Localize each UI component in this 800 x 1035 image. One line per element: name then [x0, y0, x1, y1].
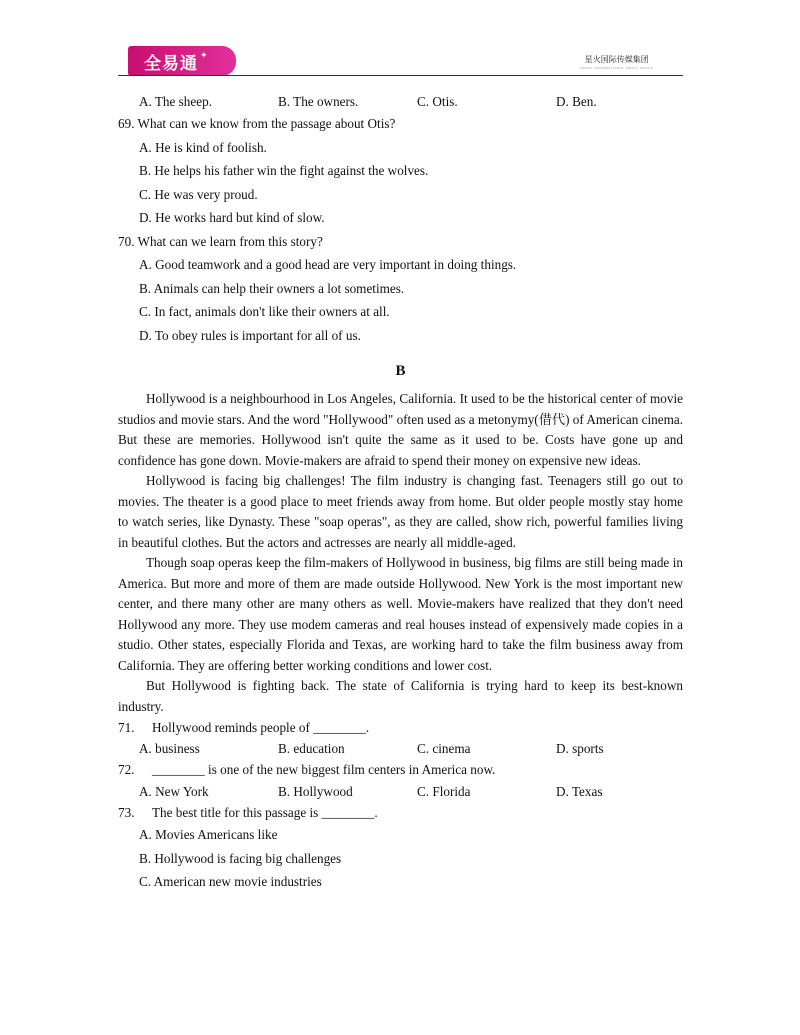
- question-number: 73.: [118, 804, 135, 820]
- option: C. He was very proud.: [139, 186, 258, 202]
- option: A. He is kind of foolish.: [139, 139, 267, 155]
- option: A. New York: [139, 783, 209, 799]
- option: B. education: [278, 741, 345, 756]
- logo-text: 全易通: [144, 53, 198, 74]
- q70-question: 70. What can we learn from this story?: [118, 233, 323, 249]
- section-title: B: [395, 362, 406, 379]
- option: D. Ben.: [556, 94, 597, 110]
- brand: [580, 54, 653, 70]
- page-content: [118, 92, 683, 895]
- paragraph: Though soap operas keep the film-makers of Hollywood in business, big films are still being made in America. But more and more of them are made outside Hollywood. New York is the most important new center, and there many other are many others as well. Movie-makers have realized that they don't need Hollywood any more. They use modem cameras and real houses instead of expensively made copies in a studio. Other states, especially Florida and Texas, are working hard to take the film business away from California. They are offering better working conditions and lower cost.: [118, 555, 683, 673]
- option: D. He works hard but kind of slow.: [139, 210, 325, 226]
- option: B. He helps his father win the fight against the wolves.: [139, 163, 429, 179]
- option: A. Movies Americans like: [139, 827, 278, 843]
- question-number: 72.: [118, 762, 135, 778]
- paragraph: Hollywood is facing big challenges! The film industry is changing fast. Teenagers still go out to movies. The theater is a good place to meet friends away from home. But older people mostly stay home to watch series, like Dynasty. These "soap operas", as they are called, show rich, powerful families living in beautiful clothes. But the actors and actresses are nearly all middle-aged.: [118, 473, 683, 550]
- q71-question: [118, 717, 683, 739]
- option: B. Hollywood: [278, 783, 353, 799]
- question-text: Hollywood reminds people of ________.: [152, 719, 370, 735]
- q69-question: 69. What can we know from the passage about Otis?: [118, 116, 396, 132]
- option: A. Good teamwork and a good head are very important in doing things.: [139, 256, 517, 272]
- option: C. In fact, animals don't like their owners at all.: [139, 304, 390, 320]
- option: C. Florida: [417, 783, 471, 799]
- option: C. American new movie industries: [139, 874, 322, 890]
- header-divider: [118, 75, 683, 76]
- logo: [128, 46, 236, 76]
- q71-options: [118, 739, 683, 760]
- brand-name: 星火国际传媒集团: [584, 55, 649, 64]
- question-text: The best title for this passage is ________.: [152, 804, 378, 820]
- option: A. The sheep.: [139, 94, 213, 110]
- option: A. business: [139, 741, 200, 756]
- q73-question: [118, 802, 683, 824]
- option: B. Hollywood is facing big challenges: [139, 850, 342, 866]
- logo-star-icon: ✦: [200, 51, 209, 61]
- q72-options: [118, 781, 683, 802]
- question-number: 71.: [118, 719, 135, 735]
- question-text: ________ is one of the new biggest film centers in America now.: [152, 762, 496, 778]
- option: C. Otis.: [417, 94, 458, 110]
- q72-question: [118, 760, 683, 782]
- option: B. Animals can help their owners a lot sometimes.: [139, 280, 405, 296]
- option: D. sports: [556, 741, 604, 756]
- option: D. To obey rules is important for all of us.: [139, 327, 361, 343]
- option: D. Texas: [556, 783, 603, 799]
- brand-subtitle: SPARK INTERNATIONAL MEDIA GROUP: [580, 66, 653, 70]
- q68-options: [118, 92, 683, 113]
- paragraph: Hollywood is a neighbourhood in Los Angeles, California. It used to be the historical center of movie studios and movie stars. And the word "Hollywood" often used as a metonymy(借代) of American cinema. But these are memories. Hollywood isn't quite the same as it used to be. Costs have gone up and confidence has gone down. Movie-makers are afraid to spend their money on expensive new ideas.: [118, 391, 683, 468]
- option: B. The owners.: [278, 94, 359, 110]
- paragraph: But Hollywood is fighting back. The state of California is trying hard to keep its best-known industry.: [118, 678, 683, 714]
- option: C. cinema: [417, 741, 471, 756]
- page-header: [118, 42, 683, 76]
